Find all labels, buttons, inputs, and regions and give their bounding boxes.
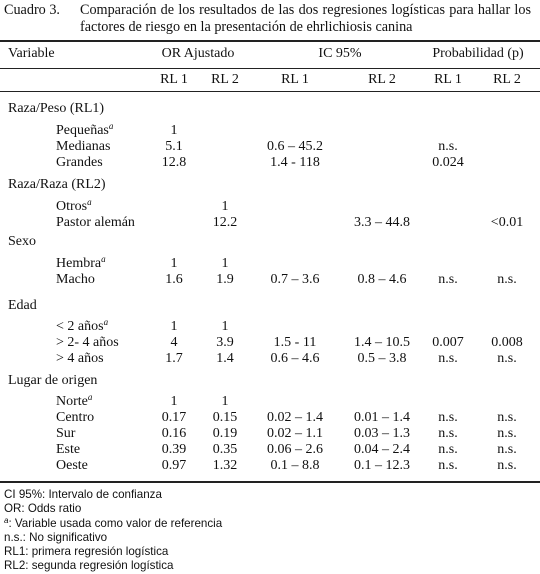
cell-p-rl2: n.s.: [497, 410, 517, 425]
header-or-ajustado: OR Ajustado: [161, 46, 235, 61]
cell-ic-rl2: 0.8 – 4.6: [357, 272, 407, 287]
cell-p-rl1: n.s.: [438, 458, 458, 473]
cell-ic-rl1: 0.06 – 2.6: [267, 442, 323, 457]
subheader-ic-rl1: RL 1: [281, 72, 309, 87]
cell-p-rl1: n.s.: [438, 139, 458, 154]
cell-or-rl2: 3.9: [216, 335, 234, 350]
cell-ic-rl2: 0.04 – 2.4: [354, 442, 410, 457]
row-label-text: Pastor alemán: [56, 215, 135, 230]
cell-p-rl2: n.s.: [497, 426, 517, 441]
footnotes: [4, 488, 222, 574]
row-label: [56, 426, 75, 442]
cell-ic-rl1: 1.5 - 11: [273, 335, 317, 350]
row-label: [56, 139, 110, 155]
cell-p-rl1: n.s.: [438, 442, 458, 457]
footnote-text: RL1: primera regresión logística: [4, 545, 169, 559]
cell-or-rl2: 1: [221, 199, 229, 214]
subheader-or-rl2: RL 2: [211, 72, 239, 87]
cell-ic-rl1: 0.02 – 1.1: [267, 426, 323, 441]
header-ic95: IC 95%: [318, 46, 362, 61]
cell-or-rl1: 1.7: [165, 351, 183, 366]
bottom-rule: [0, 481, 540, 483]
subheader-p-rl2: RL 2: [493, 72, 521, 87]
cell-or-rl1: 1: [170, 394, 178, 409]
footnote-mark: a: [4, 515, 9, 525]
top-rule: [0, 40, 540, 42]
row-label-text: Centro: [56, 410, 95, 425]
reference-mark: a: [87, 392, 93, 402]
group-title: Raza/Raza (RL2): [8, 177, 106, 192]
cell-or-rl1: 0.97: [161, 458, 187, 473]
cell-or-rl1: 0.39: [161, 442, 187, 457]
row-label-text: Hembra: [56, 256, 102, 271]
cell-or-rl1: 1.6: [165, 272, 183, 287]
cell-p-rl1: n.s.: [438, 426, 458, 441]
cell-ic-rl2: 0.1 – 12.3: [354, 458, 410, 473]
cell-ic-rl2: 3.3 – 44.8: [354, 215, 410, 230]
cell-p-rl1: n.s.: [438, 410, 458, 425]
cell-ic-rl1: 0.1 – 8.8: [270, 458, 320, 473]
cell-p-rl2: n.s.: [497, 351, 517, 366]
row-label-text: Oeste: [56, 458, 88, 473]
cell-or-rl1: 1: [170, 256, 178, 271]
row-label-text: Este: [56, 442, 81, 457]
cell-or-rl1: 0.17: [161, 410, 187, 425]
footnote-text: RL2: segunda regresión logística: [4, 559, 174, 573]
cell-ic-rl2: 1.4 – 10.5: [354, 335, 410, 350]
footnote-text: : Variable usada como valor de referencia: [8, 516, 223, 530]
row-label-text: Sur: [56, 426, 76, 441]
footnote: [4, 545, 222, 559]
row-label: [56, 272, 95, 288]
subheader-ic-rl2: RL 2: [368, 72, 396, 87]
footnote: [4, 531, 222, 545]
subheader-or-rl1: RL 1: [160, 72, 188, 87]
reference-mark: a: [101, 254, 106, 264]
cell-p-rl1: n.s.: [438, 351, 458, 366]
row-label-text: Pequeñas: [56, 123, 109, 138]
row-label: [56, 458, 88, 474]
caption-text: Comparación de los resultados de las dos regresiones logísticas para hallar los factores de riesgo en la presentación de ehrlichiosis canina: [80, 2, 531, 35]
cell-p-rl2: <0.01: [490, 215, 524, 230]
footnote-text: CI 95%: Intervalo de confianza: [4, 488, 162, 501]
row-label-text: > 2- 4 años: [56, 335, 119, 350]
row-label: [56, 335, 119, 351]
cell-or-rl1: 0.16: [161, 426, 187, 441]
footnote: [4, 502, 222, 516]
cell-or-rl1: 1: [170, 319, 178, 334]
cell-p-rl2: n.s.: [497, 272, 517, 287]
row-label-text: > 4 años: [56, 351, 104, 366]
cell-or-rl2: 0.15: [212, 410, 238, 425]
reference-mark: a: [87, 197, 92, 207]
cell-ic-rl2: 0.5 – 3.8: [357, 351, 407, 366]
row-label: [56, 123, 113, 139]
cell-or-rl2: 1: [221, 319, 229, 334]
cell-ic-rl1: 0.6 – 45.2: [267, 139, 323, 154]
cell-p-rl1: n.s.: [438, 272, 458, 287]
cell-p-rl2: 0.008: [491, 335, 523, 350]
cell-p-rl2: n.s.: [497, 458, 517, 473]
cell-or-rl2: 1.32: [212, 458, 238, 473]
caption-label: Cuadro 3.: [4, 2, 60, 18]
row-label-text: Macho: [56, 272, 95, 287]
row-label: [56, 394, 92, 410]
row-label: [56, 256, 106, 272]
row-label: [56, 155, 103, 171]
cell-p-rl1: 0.024: [432, 155, 464, 170]
row-label: [56, 215, 135, 231]
cell-or-rl2: 1: [221, 394, 229, 409]
cell-ic-rl2: 0.01 – 1.4: [354, 410, 410, 425]
cell-or-rl2: 1: [221, 256, 229, 271]
footnote: [4, 559, 222, 573]
footnote: [4, 488, 222, 502]
cell-p-rl1: 0.007: [432, 335, 464, 350]
row-label-text: Grandes: [56, 155, 103, 170]
cell-ic-rl1: 1.4 - 118: [270, 155, 320, 170]
cell-or-rl2: 0.19: [212, 426, 238, 441]
reference-mark: a: [108, 121, 114, 131]
subheader-p-rl1: RL 1: [434, 72, 462, 87]
cell-ic-rl1: 0.7 – 3.6: [270, 272, 320, 287]
group-title: Raza/Peso (RL1): [8, 101, 105, 116]
cell-p-rl2: n.s.: [497, 442, 517, 457]
cell-or-rl1: 12.8: [161, 155, 187, 170]
cell-or-rl2: 1.9: [216, 272, 234, 287]
footnote-text: n.s.: No significativo: [4, 530, 108, 544]
cell-or-rl2: 1.4: [216, 351, 234, 366]
group-title: Lugar de origen: [8, 373, 98, 388]
header-variable: Variable: [8, 46, 55, 61]
cell-or-rl1: 1: [170, 123, 178, 138]
cell-ic-rl2: 0.03 – 1.3: [354, 426, 410, 441]
header-probabilidad: Probabilidad (p): [432, 46, 524, 61]
reference-mark: a: [103, 317, 109, 327]
cell-or-rl2: 0.35: [212, 442, 238, 457]
cell-or-rl1: 4: [170, 335, 178, 350]
cell-or-rl2: 12.2: [212, 215, 238, 230]
row-label-text: Medianas: [56, 139, 111, 154]
header-rule: [0, 68, 540, 69]
cell-ic-rl1: 0.02 – 1.4: [267, 410, 323, 425]
row-label: [56, 351, 104, 367]
footnote: [4, 517, 222, 531]
group-title: Sexo: [8, 234, 36, 249]
row-label-text: Otros: [56, 199, 88, 214]
row-label-text: < 2 años: [56, 319, 104, 334]
row-label: [56, 410, 94, 426]
row-label: [56, 442, 80, 458]
group-title: Edad: [8, 298, 37, 313]
row-label: [56, 319, 108, 335]
row-label: [56, 199, 92, 215]
cell-ic-rl1: 0.6 – 4.6: [270, 351, 320, 366]
row-label-text: Norte: [56, 394, 88, 409]
subheader-rule: [0, 91, 540, 92]
cell-or-rl1: 5.1: [165, 139, 183, 154]
footnote-text: OR: Odds ratio: [4, 502, 82, 516]
